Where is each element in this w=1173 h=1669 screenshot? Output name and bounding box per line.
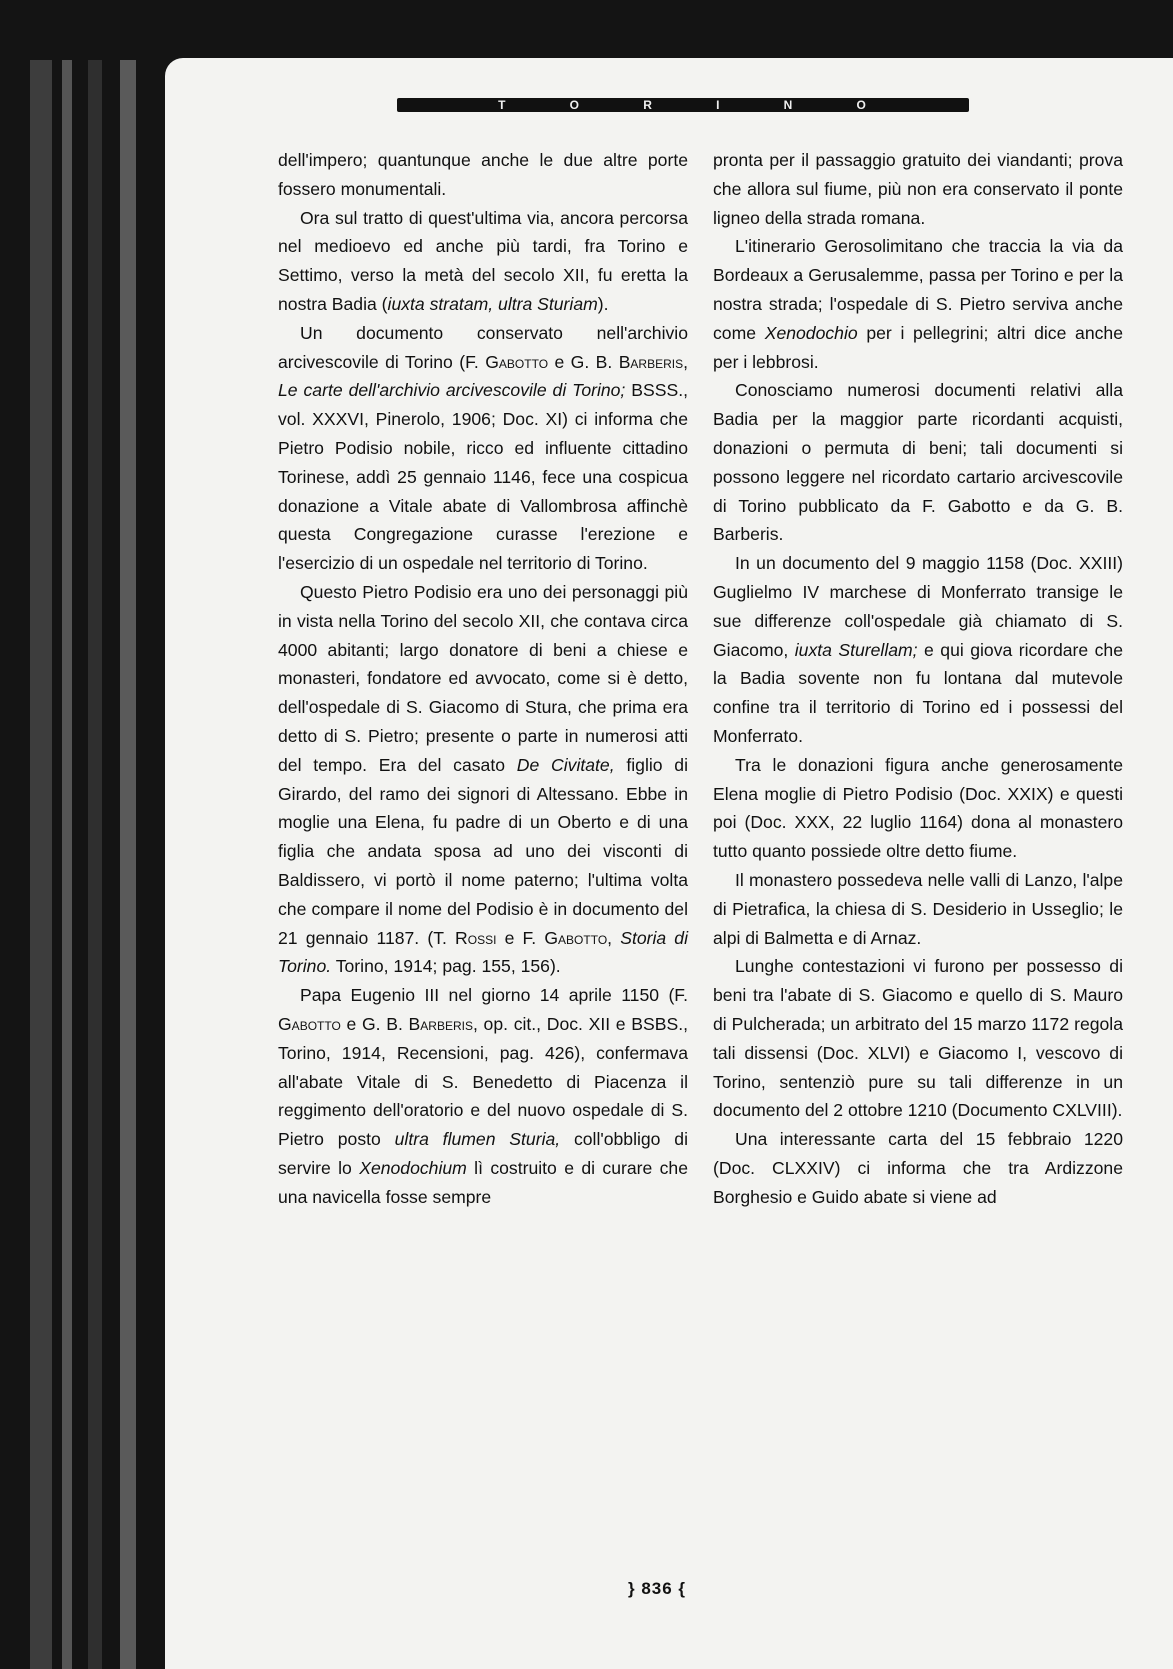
text-run: coll'obbligo di servire lo <box>278 1129 688 1178</box>
text-run: Papa Eugenio III nel giorno 14 aprile 1150 (F. <box>300 985 688 1006</box>
paragraph <box>278 981 688 1211</box>
small-caps-name: Barberis <box>618 351 684 372</box>
text-run: , op. cit., Doc. XII e BSBS., Torino, 1914, Recensioni, pag. 426), confermava all'abate Vitale di S. Benedetto di Piacenza il reggimento dell'oratorio e del nuovo ospedale di S. Pietro posto <box>278 1013 688 1150</box>
paragraph <box>713 1125 1123 1211</box>
italic-text: iuxta stratam, ultra Sturiam <box>387 293 598 314</box>
italic-text: Xenodochio <box>764 322 858 343</box>
paragraph <box>278 319 688 578</box>
paragraph <box>713 952 1123 1125</box>
text-run: L'itinerario Gerosolimitano che traccia la via da Bordeaux a Gerusalemme, passa per Torino e per la nostra strada; l'ospedale di S. Pietro serviva anche come <box>713 236 1123 343</box>
italic-text: Le carte dell'archivio arcivescovile di Torino; <box>278 380 626 401</box>
italic-text: De Civitate, <box>516 754 615 775</box>
text-run: pronta per il passaggio gratuito dei viandanti; prova che allora sul fiume, più non era conservato il ponte ligneo della strada romana. <box>713 150 1123 228</box>
header-letter: R <box>637 98 660 112</box>
paragraph <box>713 866 1123 952</box>
text-run: , <box>607 927 621 948</box>
running-header <box>397 98 969 112</box>
right-text-column <box>713 146 1123 1211</box>
paragraph <box>713 751 1123 866</box>
scan-edge-streak <box>62 60 72 1669</box>
paragraph <box>713 146 1123 232</box>
small-caps-name: Barberis <box>408 1013 473 1034</box>
text-run: Una interessante carta del 15 febbraio 1220 (Doc. CLXXIV) ci informa che tra Ardizzone Borghesio e Guido abate si viene ad <box>713 1129 1123 1207</box>
paragraph <box>278 146 688 204</box>
paragraph <box>713 376 1123 549</box>
text-run: Questo Pietro Podisio era uno dei personaggi più in vista nella Torino del secolo XII, che contava circa 4000 abitanti; largo donatore di beni a chiese e monasteri, fondatore ed avvocato, come si è detto, dell'ospedale di S. Giacomo di Stura, che prima era detto di S. Pietro; presente o parte in numerosi atti del tempo. Era del casato <box>278 581 688 775</box>
text-run: BSSS., vol. XXXVI, Pinerolo, 1906; Doc. XI) ci informa che Pietro Podisio nobile, ricco ed influente cittadino Torinese, addì 25 gennaio 1146, fece una cospicua donazione a Vitale abate di Vallombrosa affinchè questa Congregazione curasse l'erezione e l'esercizio di un ospedale nel territorio di Torino. <box>278 380 688 574</box>
text-run: Conosciamo numerosi documenti relativi alla Badia per la maggior parte ricordanti acquisti, donazioni o permuta di beni; tali documenti si possono leggere nel ricordato cartario arcivescovile di Torino pubblicato da F. Gabotto e da G. B. Barberis. <box>713 380 1123 545</box>
italic-text: Xenodochium <box>359 1157 467 1178</box>
text-run: Il monastero possedeva nelle valli di Lanzo, l'alpe di Pietrafica, la chiesa di S. Desiderio in Usseglio; le alpi di Balmetta e di Arnaz. <box>713 869 1123 948</box>
small-caps-name: Rossi <box>455 927 497 948</box>
text-run: In un documento del 9 maggio 1158 (Doc. XXIII) Guglielmo IV marchese di Monferrato transige le sue differenze coll'ospedale già chiamato di S. Giacomo, <box>713 553 1123 660</box>
paragraph <box>278 578 688 981</box>
text-run: dell'impero; quantunque anche le due altre porte fossero monumentali. <box>278 150 688 199</box>
scan-edge-streak <box>88 60 102 1669</box>
text-run: , <box>683 351 688 372</box>
header-letter: T <box>492 98 513 112</box>
header-letter: I <box>710 98 727 112</box>
text-run: Ora sul tratto di quest'ultima via, ancora percorsa nel medioevo ed anche più tardi, fra Torino e Settimo, verso la metà del secolo XII, fu eretta la nostra Badia ( <box>278 207 688 314</box>
paragraph <box>278 204 688 319</box>
text-run: e G. B. <box>340 1013 409 1034</box>
page-number: } 836 { <box>628 1579 687 1598</box>
left-text-column <box>278 146 688 1211</box>
text-run: Torino, 1914; pag. 155, 156). <box>331 956 561 977</box>
paragraph <box>713 549 1123 751</box>
header-letter: O <box>850 98 873 112</box>
text-run: e qui giova ricordare che la Badia sovente non fu lontana dal mutevole confine tra il territorio di Torino ed i possessi del Monferrato. <box>713 639 1123 746</box>
header-letter: O <box>564 98 587 112</box>
text-run: Lunghe contestazioni vi furono per possesso di beni tra l'abate di S. Giacomo e quello di S. Mauro di Pulcherada; un arbitrato del 15 marzo 1172 regola tali dissensi (Doc. XLVI) e Giacomo I, vescovo di Torino, sentenziò pure su tali differenze in un documento del 2 ottobre 1210 (Documento CXLVIII). <box>713 956 1123 1121</box>
italic-text: ultra flumen Sturia, <box>394 1129 561 1150</box>
paragraph <box>713 232 1123 376</box>
text-run: ). <box>597 293 609 314</box>
text-run: Tra le donazioni figura anche generosamente Elena moglie di Pietro Podisio (Doc. XXIX) e questi poi (Doc. XXX, 22 luglio 1164) dona al monastero tutto quanto possiede oltre detto fiume. <box>713 754 1123 862</box>
small-caps-name: Gabotto <box>485 351 549 372</box>
text-run: figlio di Girardo, del ramo dei signori di Altessano. Ebbe in moglie una Elena, fu padre di un Oberto e di una figlia che andata sposa ad uno dei visconti di Baldissero, vi portò il nome paterno; l'ultima volta che compare il nome del Podisio è in documento del 21 gennaio 1187. (T. <box>278 754 688 948</box>
text-run: e G. B. <box>548 351 619 372</box>
text-run: Un documento conservato nell'archivio arcivescovile di Torino (F. <box>278 322 688 372</box>
italic-text: iuxta Sturellam; <box>794 639 918 660</box>
header-letter: N <box>778 98 801 112</box>
small-caps-name: Gabotto <box>278 1013 341 1034</box>
text-run: per i pellegrini; altri dice anche per i lebbrosi. <box>713 322 1123 372</box>
text-run: lì costruito e di curare che una navicella fosse sempre <box>278 1157 688 1207</box>
scan-edge-streak <box>30 60 52 1669</box>
small-caps-name: Gabotto <box>544 927 608 948</box>
scan-edge-streak <box>120 60 136 1669</box>
italic-text: Storia di Torino. <box>278 927 689 977</box>
text-run: e F. <box>496 927 545 948</box>
